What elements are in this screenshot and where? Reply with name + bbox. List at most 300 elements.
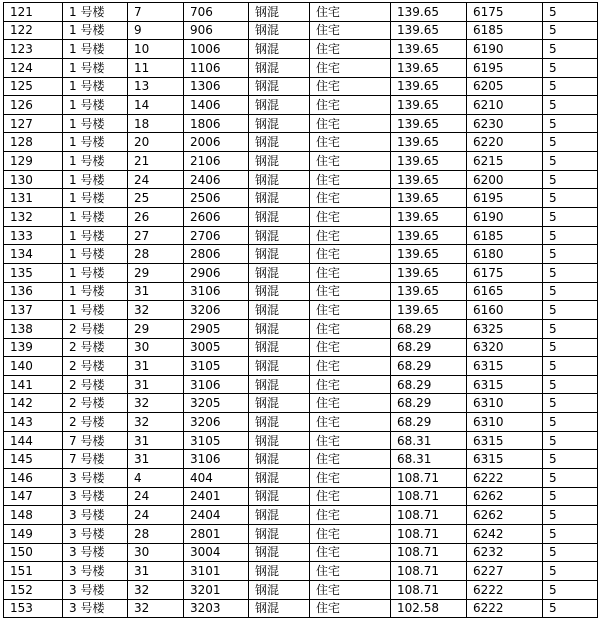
cell-flag: 5 xyxy=(543,375,598,394)
cell-room: 3106 xyxy=(184,282,249,301)
table-row xyxy=(4,394,598,413)
cell-area: 68.31 xyxy=(391,450,467,469)
cell-room: 3206 xyxy=(184,413,249,432)
cell-area: 68.29 xyxy=(391,413,467,432)
cell-area: 68.29 xyxy=(391,375,467,394)
cell-building: 2 号楼 xyxy=(63,338,128,357)
table-row xyxy=(4,40,598,59)
cell-usage: 住宅 xyxy=(310,431,391,450)
housing-price-table xyxy=(3,2,598,618)
cell-flag: 5 xyxy=(543,189,598,208)
cell-room: 3106 xyxy=(184,450,249,469)
cell-flag: 5 xyxy=(543,543,598,562)
table-row xyxy=(4,506,598,525)
cell-index: 134 xyxy=(4,245,63,264)
table-row xyxy=(4,152,598,171)
cell-structure: 钢混 xyxy=(249,469,310,488)
table-row xyxy=(4,208,598,227)
cell-building: 3 号楼 xyxy=(63,524,128,543)
cell-floor: 24 xyxy=(128,506,184,525)
cell-structure: 钢混 xyxy=(249,524,310,543)
cell-floor: 32 xyxy=(128,599,184,618)
cell-flag: 5 xyxy=(543,338,598,357)
cell-area: 139.65 xyxy=(391,152,467,171)
cell-building: 1 号楼 xyxy=(63,189,128,208)
cell-index: 138 xyxy=(4,319,63,338)
cell-usage: 住宅 xyxy=(310,58,391,77)
cell-building: 1 号楼 xyxy=(63,3,128,22)
cell-flag: 5 xyxy=(543,413,598,432)
cell-usage: 住宅 xyxy=(310,450,391,469)
cell-flag: 5 xyxy=(543,357,598,376)
table-row xyxy=(4,524,598,543)
cell-building: 1 号楼 xyxy=(63,170,128,189)
cell-building: 3 号楼 xyxy=(63,487,128,506)
cell-usage: 住宅 xyxy=(310,152,391,171)
cell-usage: 住宅 xyxy=(310,524,391,543)
table-row xyxy=(4,282,598,301)
cell-floor: 18 xyxy=(128,114,184,133)
table-row xyxy=(4,21,598,40)
cell-flag: 5 xyxy=(543,96,598,115)
cell-structure: 钢混 xyxy=(249,21,310,40)
cell-flag: 5 xyxy=(543,133,598,152)
cell-building: 3 号楼 xyxy=(63,469,128,488)
cell-index: 127 xyxy=(4,114,63,133)
cell-structure: 钢混 xyxy=(249,506,310,525)
cell-unit-price: 6195 xyxy=(467,189,543,208)
cell-index: 131 xyxy=(4,189,63,208)
cell-floor: 4 xyxy=(128,469,184,488)
table-row xyxy=(4,226,598,245)
cell-building: 2 号楼 xyxy=(63,413,128,432)
cell-room: 3004 xyxy=(184,543,249,562)
cell-flag: 5 xyxy=(543,77,598,96)
cell-flag: 5 xyxy=(543,469,598,488)
cell-unit-price: 6160 xyxy=(467,301,543,320)
cell-floor: 31 xyxy=(128,375,184,394)
cell-building: 1 号楼 xyxy=(63,152,128,171)
cell-structure: 钢混 xyxy=(249,338,310,357)
cell-structure: 钢混 xyxy=(249,263,310,282)
cell-usage: 住宅 xyxy=(310,245,391,264)
cell-floor: 31 xyxy=(128,562,184,581)
cell-building: 2 号楼 xyxy=(63,319,128,338)
cell-flag: 5 xyxy=(543,226,598,245)
cell-usage: 住宅 xyxy=(310,338,391,357)
cell-flag: 5 xyxy=(543,263,598,282)
cell-structure: 钢混 xyxy=(249,580,310,599)
table-row xyxy=(4,469,598,488)
cell-index: 124 xyxy=(4,58,63,77)
cell-usage: 住宅 xyxy=(310,189,391,208)
cell-flag: 5 xyxy=(543,208,598,227)
cell-area: 139.65 xyxy=(391,3,467,22)
cell-structure: 钢混 xyxy=(249,170,310,189)
cell-floor: 30 xyxy=(128,543,184,562)
cell-room: 1106 xyxy=(184,58,249,77)
cell-floor: 31 xyxy=(128,431,184,450)
cell-area: 139.65 xyxy=(391,189,467,208)
cell-area: 139.65 xyxy=(391,208,467,227)
cell-structure: 钢混 xyxy=(249,282,310,301)
cell-structure: 钢混 xyxy=(249,133,310,152)
table-row xyxy=(4,338,598,357)
cell-flag: 5 xyxy=(543,599,598,618)
cell-building: 1 号楼 xyxy=(63,245,128,264)
cell-area: 139.65 xyxy=(391,226,467,245)
cell-structure: 钢混 xyxy=(249,543,310,562)
cell-room: 2401 xyxy=(184,487,249,506)
cell-unit-price: 6190 xyxy=(467,40,543,59)
cell-building: 1 号楼 xyxy=(63,77,128,96)
cell-structure: 钢混 xyxy=(249,357,310,376)
cell-building: 2 号楼 xyxy=(63,357,128,376)
cell-area: 139.65 xyxy=(391,114,467,133)
cell-usage: 住宅 xyxy=(310,413,391,432)
cell-area: 108.71 xyxy=(391,562,467,581)
cell-floor: 25 xyxy=(128,189,184,208)
cell-usage: 住宅 xyxy=(310,226,391,245)
cell-usage: 住宅 xyxy=(310,282,391,301)
cell-index: 137 xyxy=(4,301,63,320)
cell-unit-price: 6175 xyxy=(467,3,543,22)
table-row xyxy=(4,77,598,96)
cell-unit-price: 6232 xyxy=(467,543,543,562)
cell-structure: 钢混 xyxy=(249,301,310,320)
cell-room: 3101 xyxy=(184,562,249,581)
cell-flag: 5 xyxy=(543,114,598,133)
table-row xyxy=(4,357,598,376)
table-row xyxy=(4,599,598,618)
table-row xyxy=(4,189,598,208)
cell-area: 139.65 xyxy=(391,263,467,282)
cell-floor: 32 xyxy=(128,394,184,413)
cell-usage: 住宅 xyxy=(310,96,391,115)
cell-index: 151 xyxy=(4,562,63,581)
cell-structure: 钢混 xyxy=(249,77,310,96)
cell-index: 130 xyxy=(4,170,63,189)
cell-unit-price: 6200 xyxy=(467,170,543,189)
cell-building: 1 号楼 xyxy=(63,21,128,40)
cell-usage: 住宅 xyxy=(310,77,391,96)
table-row xyxy=(4,245,598,264)
cell-structure: 钢混 xyxy=(249,562,310,581)
cell-building: 2 号楼 xyxy=(63,375,128,394)
cell-area: 139.65 xyxy=(391,77,467,96)
cell-structure: 钢混 xyxy=(249,487,310,506)
cell-area: 139.65 xyxy=(391,170,467,189)
cell-unit-price: 6262 xyxy=(467,487,543,506)
cell-floor: 30 xyxy=(128,338,184,357)
cell-building: 1 号楼 xyxy=(63,282,128,301)
cell-usage: 住宅 xyxy=(310,170,391,189)
cell-building: 3 号楼 xyxy=(63,562,128,581)
cell-room: 3205 xyxy=(184,394,249,413)
cell-unit-price: 6205 xyxy=(467,77,543,96)
cell-usage: 住宅 xyxy=(310,543,391,562)
cell-unit-price: 6325 xyxy=(467,319,543,338)
cell-unit-price: 6220 xyxy=(467,133,543,152)
cell-floor: 13 xyxy=(128,77,184,96)
cell-unit-price: 6310 xyxy=(467,394,543,413)
cell-flag: 5 xyxy=(543,450,598,469)
cell-unit-price: 6315 xyxy=(467,357,543,376)
cell-usage: 住宅 xyxy=(310,562,391,581)
cell-building: 3 号楼 xyxy=(63,599,128,618)
cell-unit-price: 6227 xyxy=(467,562,543,581)
cell-area: 139.65 xyxy=(391,301,467,320)
cell-usage: 住宅 xyxy=(310,599,391,618)
cell-room: 706 xyxy=(184,3,249,22)
cell-index: 136 xyxy=(4,282,63,301)
cell-structure: 钢混 xyxy=(249,599,310,618)
cell-usage: 住宅 xyxy=(310,40,391,59)
cell-building: 1 号楼 xyxy=(63,226,128,245)
cell-index: 128 xyxy=(4,133,63,152)
cell-unit-price: 6222 xyxy=(467,599,543,618)
cell-usage: 住宅 xyxy=(310,301,391,320)
cell-area: 139.65 xyxy=(391,58,467,77)
cell-structure: 钢混 xyxy=(249,40,310,59)
cell-usage: 住宅 xyxy=(310,319,391,338)
cell-area: 108.71 xyxy=(391,580,467,599)
cell-structure: 钢混 xyxy=(249,3,310,22)
cell-index: 129 xyxy=(4,152,63,171)
cell-area: 139.65 xyxy=(391,96,467,115)
cell-flag: 5 xyxy=(543,562,598,581)
table-row xyxy=(4,543,598,562)
cell-unit-price: 6230 xyxy=(467,114,543,133)
cell-room: 1406 xyxy=(184,96,249,115)
cell-area: 68.29 xyxy=(391,338,467,357)
cell-floor: 27 xyxy=(128,226,184,245)
cell-building: 1 号楼 xyxy=(63,40,128,59)
cell-flag: 5 xyxy=(543,245,598,264)
cell-usage: 住宅 xyxy=(310,357,391,376)
cell-index: 150 xyxy=(4,543,63,562)
cell-unit-price: 6222 xyxy=(467,469,543,488)
cell-room: 2006 xyxy=(184,133,249,152)
cell-flag: 5 xyxy=(543,506,598,525)
cell-flag: 5 xyxy=(543,319,598,338)
cell-building: 2 号楼 xyxy=(63,394,128,413)
cell-area: 139.65 xyxy=(391,245,467,264)
table-row xyxy=(4,114,598,133)
cell-flag: 5 xyxy=(543,58,598,77)
cell-floor: 26 xyxy=(128,208,184,227)
table-row xyxy=(4,58,598,77)
cell-structure: 钢混 xyxy=(249,245,310,264)
cell-index: 146 xyxy=(4,469,63,488)
cell-index: 145 xyxy=(4,450,63,469)
cell-floor: 11 xyxy=(128,58,184,77)
cell-structure: 钢混 xyxy=(249,152,310,171)
cell-floor: 28 xyxy=(128,245,184,264)
cell-index: 135 xyxy=(4,263,63,282)
cell-flag: 5 xyxy=(543,170,598,189)
cell-index: 152 xyxy=(4,580,63,599)
cell-index: 123 xyxy=(4,40,63,59)
cell-floor: 32 xyxy=(128,580,184,599)
cell-unit-price: 6190 xyxy=(467,208,543,227)
cell-floor: 31 xyxy=(128,282,184,301)
cell-area: 68.29 xyxy=(391,319,467,338)
cell-room: 2906 xyxy=(184,263,249,282)
cell-flag: 5 xyxy=(543,282,598,301)
cell-room: 2606 xyxy=(184,208,249,227)
table-row xyxy=(4,413,598,432)
cell-room: 1806 xyxy=(184,114,249,133)
cell-building: 7 号楼 xyxy=(63,431,128,450)
table-body xyxy=(4,3,598,618)
cell-room: 2806 xyxy=(184,245,249,264)
cell-room: 906 xyxy=(184,21,249,40)
cell-area: 102.58 xyxy=(391,599,467,618)
cell-usage: 住宅 xyxy=(310,114,391,133)
cell-flag: 5 xyxy=(543,487,598,506)
table-row xyxy=(4,170,598,189)
cell-structure: 钢混 xyxy=(249,208,310,227)
cell-unit-price: 6315 xyxy=(467,431,543,450)
cell-index: 126 xyxy=(4,96,63,115)
cell-area: 108.71 xyxy=(391,506,467,525)
cell-structure: 钢混 xyxy=(249,375,310,394)
cell-structure: 钢混 xyxy=(249,319,310,338)
cell-floor: 28 xyxy=(128,524,184,543)
cell-floor: 9 xyxy=(128,21,184,40)
cell-area: 68.29 xyxy=(391,357,467,376)
cell-building: 1 号楼 xyxy=(63,96,128,115)
cell-floor: 20 xyxy=(128,133,184,152)
cell-structure: 钢混 xyxy=(249,394,310,413)
cell-index: 121 xyxy=(4,3,63,22)
table-row xyxy=(4,487,598,506)
cell-floor: 14 xyxy=(128,96,184,115)
cell-usage: 住宅 xyxy=(310,3,391,22)
cell-room: 3106 xyxy=(184,375,249,394)
table-row xyxy=(4,375,598,394)
cell-unit-price: 6315 xyxy=(467,375,543,394)
cell-room: 3201 xyxy=(184,580,249,599)
cell-floor: 31 xyxy=(128,450,184,469)
cell-room: 404 xyxy=(184,469,249,488)
cell-area: 108.71 xyxy=(391,543,467,562)
cell-index: 140 xyxy=(4,357,63,376)
cell-area: 68.29 xyxy=(391,394,467,413)
cell-building: 1 号楼 xyxy=(63,114,128,133)
cell-building: 3 号楼 xyxy=(63,543,128,562)
cell-unit-price: 6185 xyxy=(467,226,543,245)
cell-building: 3 号楼 xyxy=(63,580,128,599)
cell-area: 139.65 xyxy=(391,40,467,59)
cell-structure: 钢混 xyxy=(249,431,310,450)
cell-structure: 钢混 xyxy=(249,413,310,432)
cell-floor: 29 xyxy=(128,263,184,282)
cell-building: 1 号楼 xyxy=(63,133,128,152)
table-row xyxy=(4,431,598,450)
cell-usage: 住宅 xyxy=(310,487,391,506)
cell-structure: 钢混 xyxy=(249,58,310,77)
cell-flag: 5 xyxy=(543,394,598,413)
cell-structure: 钢混 xyxy=(249,96,310,115)
cell-unit-price: 6320 xyxy=(467,338,543,357)
cell-room: 3105 xyxy=(184,357,249,376)
cell-unit-price: 6180 xyxy=(467,245,543,264)
table-row xyxy=(4,562,598,581)
cell-usage: 住宅 xyxy=(310,21,391,40)
housing-price-list-page xyxy=(0,2,601,619)
cell-usage: 住宅 xyxy=(310,375,391,394)
cell-index: 143 xyxy=(4,413,63,432)
cell-floor: 24 xyxy=(128,170,184,189)
cell-structure: 钢混 xyxy=(249,114,310,133)
cell-room: 2905 xyxy=(184,319,249,338)
table-row xyxy=(4,96,598,115)
cell-room: 3005 xyxy=(184,338,249,357)
cell-room: 3206 xyxy=(184,301,249,320)
table-row xyxy=(4,3,598,22)
cell-floor: 10 xyxy=(128,40,184,59)
cell-flag: 5 xyxy=(543,3,598,22)
cell-unit-price: 6215 xyxy=(467,152,543,171)
cell-usage: 住宅 xyxy=(310,506,391,525)
table-row xyxy=(4,263,598,282)
cell-usage: 住宅 xyxy=(310,580,391,599)
cell-structure: 钢混 xyxy=(249,450,310,469)
table-row xyxy=(4,450,598,469)
cell-floor: 24 xyxy=(128,487,184,506)
cell-index: 147 xyxy=(4,487,63,506)
cell-building: 1 号楼 xyxy=(63,58,128,77)
cell-structure: 钢混 xyxy=(249,226,310,245)
cell-index: 125 xyxy=(4,77,63,96)
cell-area: 139.65 xyxy=(391,282,467,301)
cell-room: 1006 xyxy=(184,40,249,59)
cell-flag: 5 xyxy=(543,431,598,450)
cell-usage: 住宅 xyxy=(310,394,391,413)
cell-area: 108.71 xyxy=(391,469,467,488)
cell-room: 2406 xyxy=(184,170,249,189)
cell-usage: 住宅 xyxy=(310,208,391,227)
cell-unit-price: 6315 xyxy=(467,450,543,469)
cell-floor: 31 xyxy=(128,357,184,376)
cell-index: 142 xyxy=(4,394,63,413)
cell-index: 141 xyxy=(4,375,63,394)
cell-flag: 5 xyxy=(543,152,598,171)
cell-usage: 住宅 xyxy=(310,133,391,152)
cell-area: 139.65 xyxy=(391,133,467,152)
cell-structure: 钢混 xyxy=(249,189,310,208)
cell-flag: 5 xyxy=(543,40,598,59)
cell-index: 149 xyxy=(4,524,63,543)
cell-unit-price: 6262 xyxy=(467,506,543,525)
cell-floor: 7 xyxy=(128,3,184,22)
cell-area: 139.65 xyxy=(391,21,467,40)
cell-index: 122 xyxy=(4,21,63,40)
cell-unit-price: 6185 xyxy=(467,21,543,40)
cell-room: 2404 xyxy=(184,506,249,525)
cell-floor: 29 xyxy=(128,319,184,338)
cell-room: 2106 xyxy=(184,152,249,171)
cell-unit-price: 6165 xyxy=(467,282,543,301)
cell-unit-price: 6242 xyxy=(467,524,543,543)
cell-room: 2506 xyxy=(184,189,249,208)
cell-area: 68.31 xyxy=(391,431,467,450)
cell-index: 144 xyxy=(4,431,63,450)
cell-building: 3 号楼 xyxy=(63,506,128,525)
cell-index: 139 xyxy=(4,338,63,357)
